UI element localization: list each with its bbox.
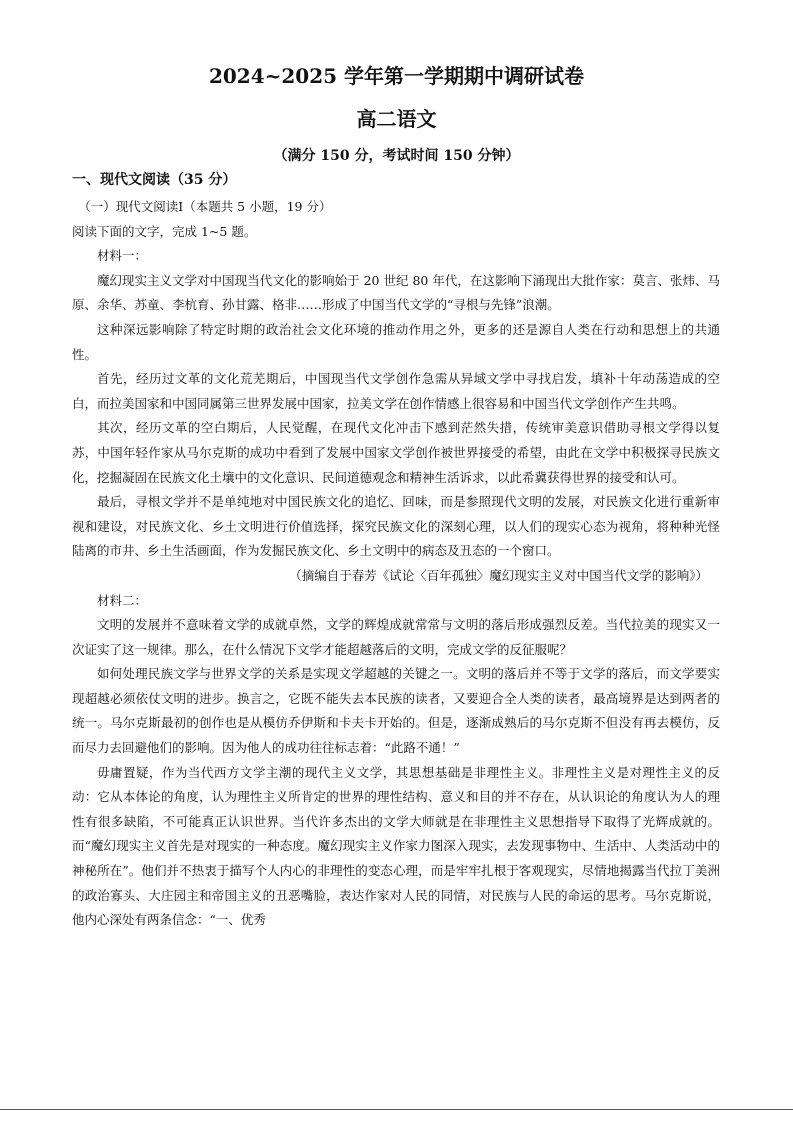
- material-2-paragraph: 毋庸置疑，作为当代西方文学主潮的现代主义文学，其思想基础是非理性主义。非理性主义是对理性主义的反动：它从本体论的角度，认为理性主义所肯定的世界的理性结构、意义和目的并不存在，从认识论的角度认为人的理性有很多缺陷，不可能真正认识世界。当代许多杰出的文学大师就是在非理性主义思想指导下取得了光辉成就的。而“魔幻现实主义首先是对现实的一种态度。魔幻现实主义作家力图深入现实，去发现事物中、生活中、人类活动中的神秘所在”。他们并不热衷于描写个人内心的非理性的变态心理，而是牢牢扎根于客观现实，尽情地揭露当代拉丁美洲的政治寡头、大庄园主和帝国主义的丑恶嘴脸，表达作家对人民的同情，对民族与人民的命运的思考。马尔克斯说，他内心深处有两条信念：“一、优秀: [72, 764, 720, 928]
- material-1-source: （摘编自于春芳《试论〈百年孤独〉魔幻现实主义对中国当代文学的影响》）: [289, 567, 708, 583]
- material-1-paragraph: 其次，经历文革的空白期后，人民觉醒，在现代文化冲击下感到茫然失措，传统审美意识借助寻根文学得以复苏，中国年轻作家从马尔克斯的成功中看到了发展中国家文学创作被世界接受的希望，由此在文学中积极探寻民族文化，挖掘凝固在民族文化土壤中的文化意识、民间道德观念和精神生活诉求，以此希冀获得世界的接受和认可。: [72, 420, 720, 485]
- material-1-paragraph: 魔幻现实主义文学对中国现当代文化的影响始于 20 世纪 80 年代，在这影响下涌现出大批作家：莫言、张炜、马原、余华、苏童、李杭育、孙甘露、格非……形成了中国当代文学的“寻根与先锋”浪潮。: [72, 272, 720, 313]
- exam-title: 2024~2025 学年第一学期期中调研试卷: [208, 64, 585, 88]
- material-1-paragraph: 最后，寻根文学并不是单纯地对中国民族文化的追忆、回味，而是参照现代文明的发展，对民族文化进行重新审视和建设，对民族文化、乡土文明进行价值选择，探究民族文化的深刻心理，以人们的现实心态为视角，将种种光怪陆离的市井、乡土生活画面，作为发掘民族文化、乡土文明中的病态及丑态的一个窗口。: [72, 494, 720, 559]
- material-2-paragraph: 文明的发展并不意味着文学的成就卓然，文学的辉煌成就常常与文明的落后形成强烈反差。当代拉美的现实又一次证实了这一规律。那么，在什么情况下文学才能超越落后的文明，完成文学的反征服呢？: [72, 617, 720, 657]
- exam-subject: 高二语文: [356, 107, 437, 131]
- material-1-label: 材料一：: [97, 248, 148, 264]
- exam-time-note: （满分 150 分，考试时间 150 分钟）: [273, 148, 520, 164]
- reading-content: [72, 195, 720, 933]
- page-bottom-divider: [0, 1109, 793, 1110]
- material-1-paragraph: 这种深远影响除了特定时期的政治社会文化环境的推动作用之外，更多的还是源自人类在行动和思想上的共通性。: [72, 321, 720, 362]
- material-2-paragraph: 如何处理民族文学与世界文学的关系是实现文学超越的关键之一。文明的落后并不等于文学的落后，而文学要实现超越必须依仗文明的进步。换言之，它既不能失去本民族的读者，又要迎合全人类的读者，最高境界是达到两者的统一。马尔克斯最初的创作也是从模仿乔伊斯和卡夫卡开始的。但是，逐渐成熟后的马尔克斯不但没有再去模仿，反而尽力去回避他们的影响。因为他人的成功往往标志着：“此路不通！”: [72, 666, 720, 756]
- material-2-label: 材料二：: [97, 592, 148, 608]
- section-heading: 一、现代文阅读（35 分）: [72, 172, 237, 188]
- material-1-paragraph: 首先，经历过文革的文化荒芜期后，中国现当代文学创作急需从异域文学中寻找启发，填补十年动荡造成的空白，而拉美国家和中国同属第三世界发展中国家，拉美文学在创作情感上很容易和中国当代文学创作产生共鸣。: [72, 371, 720, 411]
- part-title: （一）现代文阅读Ⅰ（本题共 5 小题，19 分）: [78, 199, 332, 214]
- instruction: 阅读下面的文字，完成 1~5 题。: [72, 223, 257, 239]
